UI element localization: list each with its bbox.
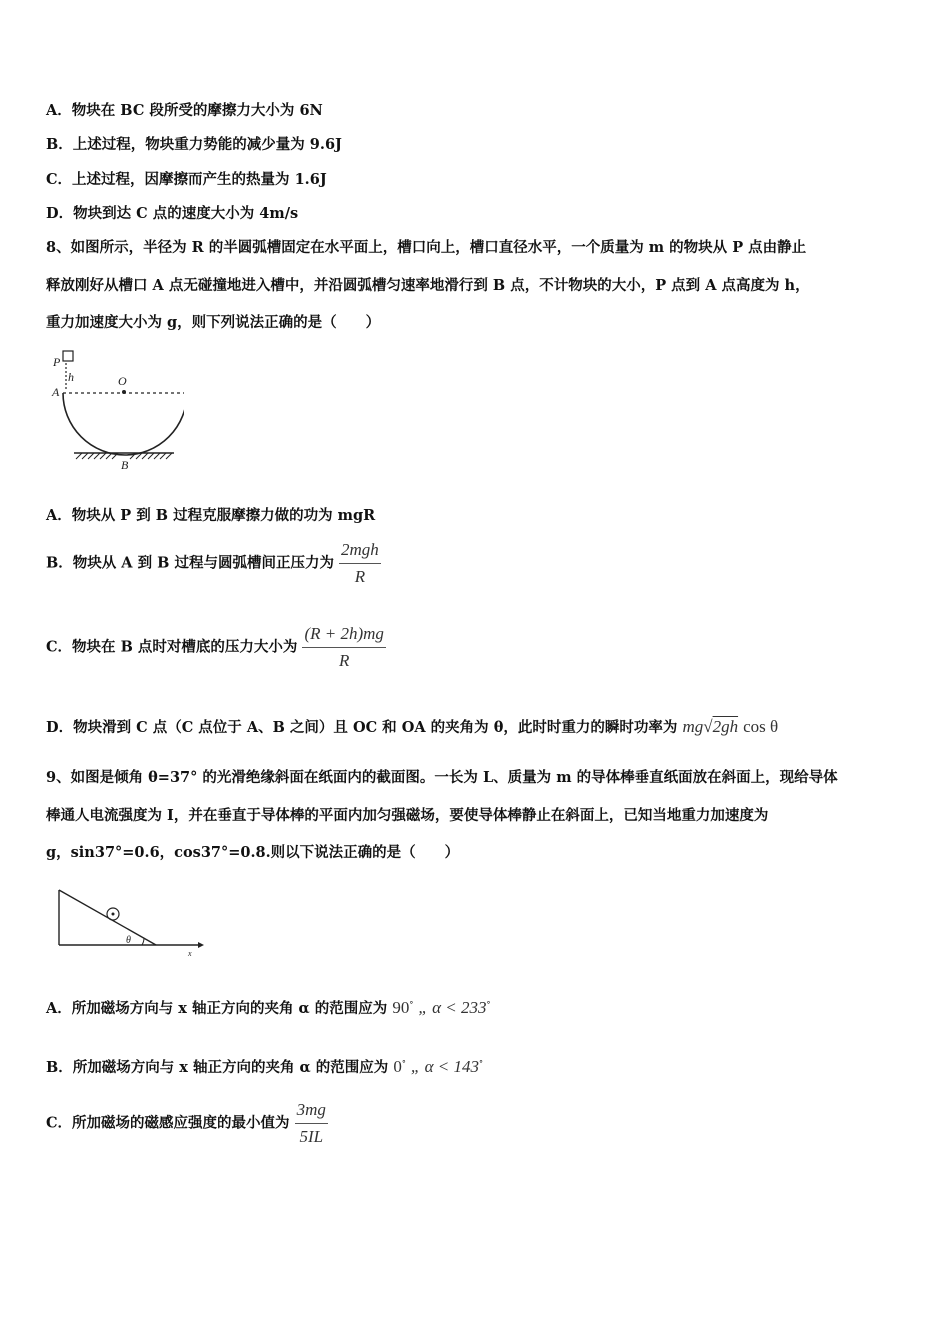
label-x: x xyxy=(188,949,192,958)
alpha-lt-143: „ α < 143 xyxy=(410,1056,479,1076)
semicircle-groove-figure xyxy=(44,345,184,473)
q8-stem-line2: 释放刚好从槽口 A 点无碰撞地进入槽中，并沿圆弧槽匀速率地滑行到 B 点，不计物块的大小，P 点到 A 点高度为 h， xyxy=(46,277,810,294)
label-a: A xyxy=(52,385,60,399)
q8-option-b: B．物块从 A 到 B 过程与圆弧槽间正压力为 $\frac{\text{2mgh}}{R}$ xyxy=(46,540,379,586)
q7-option-a: A．物块在 BC 段所受的摩擦力大小为 6N xyxy=(46,102,323,119)
label-p: P xyxy=(53,355,61,369)
fraction-3mg-over-5il: $\frac{3mg}{5IL}$ xyxy=(296,1100,326,1146)
power-mg: mg xyxy=(682,717,704,736)
fraction-r-plus-2h-mg-over-r: $\frac{(R + 2h)mg}{R}$ xyxy=(304,624,384,670)
alpha-lt-233: „ α < 233 xyxy=(418,997,487,1017)
cos-theta: cos θ xyxy=(743,717,779,736)
label-theta: θ xyxy=(126,935,131,946)
label-b: B xyxy=(121,458,129,472)
q9-stem-line2: 棒通人电流强度为 I，并在垂直于导体棒的平面内加匀强磁场，要使导体棒静止在斜面上，已知当地重力加速度为 xyxy=(46,807,769,824)
incline-figure xyxy=(56,888,206,960)
center-o-dot xyxy=(122,390,126,394)
q8-stem-line3: 重力加速度大小为 g，则下列说法正确的是（ ） xyxy=(46,314,381,331)
block-p-square xyxy=(63,351,73,361)
fraction-2mgh-over-r: $\frac{\text{2mgh}}{R}$ xyxy=(341,540,379,586)
angle-arc xyxy=(142,938,144,945)
q7-option-d: D．物块到达 C 点的速度大小为 4m/s xyxy=(46,205,299,222)
x-axis-arrow xyxy=(198,942,204,948)
q8-stem-line1: 8、如图所示，半径为 R 的半圆弧槽固定在水平面上，槽口向上，槽口直径水平，一个质量为 m 的物块从 P 点由静止 xyxy=(46,239,807,256)
q8-option-a: A．物块从 P 到 B 过程克服摩擦力做的功为 mgR xyxy=(46,507,376,524)
q9-stem-line1: 9、如图是倾角 θ=37° 的光滑绝缘斜面在纸面内的截面图。一长为 L、质量为 m 的导体棒垂直纸面放在斜面上，现给导体 xyxy=(46,769,838,786)
q9-stem-line3: g，sin37°=0.6，cos37°=0.8.则以下说法正确的是（ ） xyxy=(46,844,460,861)
label-o: O xyxy=(118,374,127,388)
angle-0: 0 xyxy=(393,1056,402,1076)
q9-option-a: A．所加磁场方向与 x 轴正方向的夹角 α 的范围应为 90° „ α < 233° xyxy=(46,997,491,1017)
angle-90: 90 xyxy=(392,997,410,1017)
sqrt-sign: √ xyxy=(703,717,713,736)
label-h: h xyxy=(68,370,74,384)
current-out-dot xyxy=(112,913,115,916)
q7-option-c: C．上述过程，因摩擦而产生的热量为 1.6J xyxy=(46,171,327,188)
q8-option-d: D．物块滑到 C 点（C 点位于 A、B 之间）且 OC 和 OA 的夹角为 θ，此时时重力的瞬时功率为 mg√2gh cos θ xyxy=(46,717,779,736)
q8-option-c: C．物块在 B 点时对槽底的压力大小为 $\frac{(R + 2h)mg}{R}$ xyxy=(46,624,384,670)
q9-option-c: C．所加磁场的磁感应强度的最小值为 $\frac{3mg}{5IL}$ xyxy=(46,1100,326,1146)
semicircle-arc xyxy=(63,393,184,455)
sqrt-2gh: 2gh xyxy=(712,717,739,736)
q9-option-b: B．所加磁场方向与 x 轴正方向的夹角 α 的范围应为 0° „ α < 143° xyxy=(46,1056,483,1076)
q7-option-b: B．上述过程，物块重力势能的减少量为 9.6J xyxy=(46,136,342,153)
